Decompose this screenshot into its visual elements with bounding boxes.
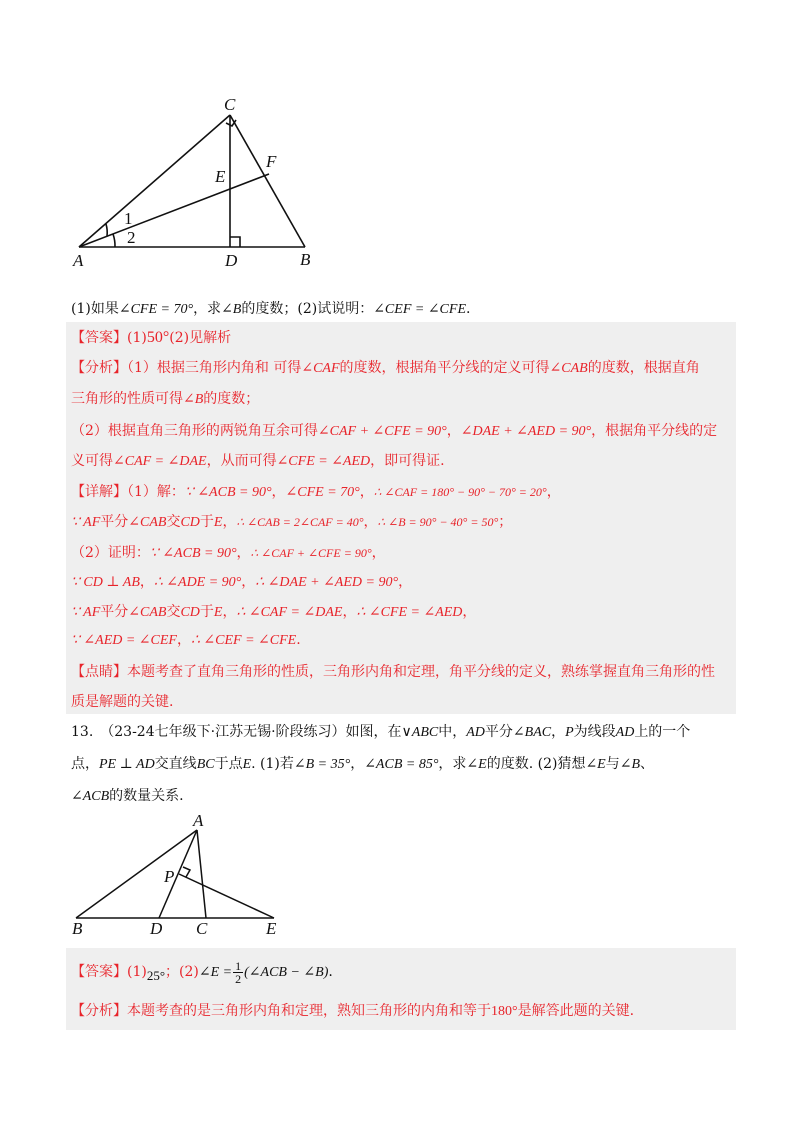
analysis-tag: 【分析】 bbox=[71, 1003, 127, 1019]
text: ，从而可得 bbox=[206, 453, 277, 469]
math: ∵ ∠AED = ∠CEF bbox=[71, 633, 177, 648]
math: ∠CAF = ∠DAE bbox=[113, 454, 207, 469]
math: ∴ ∠CAF = 180° − 90° − 70° = 20° bbox=[373, 485, 547, 499]
q12-detail-line-2 bbox=[71, 512, 731, 533]
text: . bbox=[296, 632, 301, 648]
angle-arc-2 bbox=[113, 234, 115, 247]
text: ， bbox=[446, 423, 461, 439]
segment-PE bbox=[179, 874, 274, 918]
text: ， bbox=[398, 574, 413, 590]
label-A: A bbox=[73, 251, 84, 270]
text: 13. （23-24七年级下·江苏无锡·阶段练习）如图，在 bbox=[71, 724, 402, 740]
label-B: B bbox=[300, 250, 311, 269]
text: ； bbox=[498, 514, 513, 530]
text: ， bbox=[359, 484, 374, 500]
text: ， bbox=[139, 574, 154, 590]
text: （2）根据直角三角形的两锐角互余可得 bbox=[71, 423, 318, 439]
math: P bbox=[565, 725, 574, 740]
text: ， bbox=[241, 574, 256, 590]
text: 本题考查了直角三角形的性质，三角形内角和定理，角平分线的定义，熟练掌握直角三角形的性 bbox=[127, 664, 715, 680]
text: 于点 bbox=[214, 756, 243, 772]
math: ∠CAB bbox=[549, 361, 588, 376]
math: AD bbox=[466, 725, 485, 740]
text: 的度数；(2)试说明： bbox=[241, 301, 374, 317]
label-E: E bbox=[266, 919, 277, 937]
label-D: D bbox=[225, 251, 238, 270]
math: 180° bbox=[491, 1004, 518, 1019]
q12-analysis-line-3 bbox=[71, 421, 731, 442]
label-D: D bbox=[150, 919, 163, 937]
label-C: C bbox=[224, 95, 236, 114]
figure-1-triangle bbox=[60, 90, 340, 270]
math: ∠ACB = 85° bbox=[364, 757, 439, 772]
text: (1) bbox=[127, 330, 147, 346]
math: ∠E = bbox=[198, 965, 233, 980]
text: 、 bbox=[640, 756, 655, 772]
text: . (1)若 bbox=[251, 756, 294, 772]
math: AD bbox=[615, 725, 635, 740]
text: ， bbox=[176, 632, 191, 648]
text: 为线段 bbox=[573, 724, 616, 740]
q13-question-line-1 bbox=[71, 722, 731, 743]
label-C: C bbox=[196, 919, 208, 937]
numerator: 1 bbox=[235, 958, 242, 973]
text: 于 bbox=[199, 514, 214, 530]
text: 义可得 bbox=[71, 453, 113, 469]
text: 中， bbox=[438, 724, 467, 740]
q13-answer bbox=[71, 958, 731, 990]
text: ，求 bbox=[193, 301, 222, 317]
math: ∠CEF = ∠CFE bbox=[373, 302, 466, 317]
math: ∠B = 35° bbox=[293, 757, 351, 772]
text: ，根据角平分线的定 bbox=[591, 423, 718, 439]
math: ∴ ∠CAF = ∠DAE bbox=[236, 605, 343, 620]
text: 平分 bbox=[100, 604, 129, 620]
math: ∠ACB bbox=[71, 789, 110, 804]
math: ∵ AF bbox=[71, 515, 101, 530]
text: (1) bbox=[127, 964, 147, 980]
q12-comment-line-1 bbox=[71, 662, 731, 682]
math: ∠CFE = ∠AED bbox=[276, 454, 371, 469]
text: 上的一个 bbox=[634, 724, 691, 740]
text: ， bbox=[462, 604, 477, 620]
label-angle-1: 1 bbox=[124, 209, 133, 228]
math: ∠CAB bbox=[128, 605, 167, 620]
text: 质是解题的关键. bbox=[71, 694, 174, 710]
answer-tag: 【答案】 bbox=[71, 964, 127, 980]
text: ， bbox=[363, 514, 378, 530]
text: 本题考查的是三角形内角和定理，熟知三角形的内角和等于 bbox=[127, 1003, 491, 1019]
math: E bbox=[213, 515, 223, 530]
text: 与 bbox=[605, 756, 620, 772]
label-angle-2: 2 bbox=[127, 228, 136, 247]
q12-detail-line-1 bbox=[71, 482, 731, 503]
angle-arc-1 bbox=[106, 224, 107, 236]
text: ，即可得证. bbox=[370, 453, 445, 469]
text: ， bbox=[342, 604, 357, 620]
text: ， bbox=[222, 604, 237, 620]
math: E bbox=[213, 605, 223, 620]
label-A: A bbox=[193, 812, 204, 830]
segment-AC bbox=[197, 830, 206, 918]
denominator: 2 bbox=[235, 971, 242, 986]
math: ∴ ∠ADE = 90° bbox=[153, 575, 242, 590]
q12-detail-line-4 bbox=[71, 572, 731, 593]
math: ∠DAE + ∠AED = 90° bbox=[460, 424, 592, 439]
right-angle-mark-C bbox=[226, 120, 236, 126]
figure-2-triangle bbox=[60, 812, 300, 937]
right-angle-mark-D bbox=[230, 237, 240, 247]
q12-analysis-line-4 bbox=[71, 451, 731, 472]
segment-CB bbox=[230, 115, 305, 247]
math: ∠E bbox=[585, 757, 606, 772]
q13-question-line-2 bbox=[71, 754, 731, 775]
text: 交 bbox=[166, 514, 181, 530]
text: 的度数，根据角平分线的定义可得 bbox=[339, 360, 550, 376]
math: ∴ ∠DAE + ∠AED = 90° bbox=[255, 575, 399, 590]
detail-tag: 【详解】 bbox=[71, 484, 127, 500]
q13-question-line-3 bbox=[71, 786, 731, 807]
text: 点， bbox=[71, 756, 99, 772]
math: ∴ ∠CEF = ∠CFE bbox=[190, 633, 297, 648]
q12-question bbox=[71, 299, 731, 320]
text: . bbox=[466, 301, 471, 317]
segment-AC bbox=[79, 115, 230, 247]
q13-analysis bbox=[71, 1001, 731, 1022]
text: 平分 bbox=[484, 724, 513, 740]
math: ∠B bbox=[221, 302, 242, 317]
math: ∠B bbox=[183, 392, 204, 407]
q12-analysis-line-2 bbox=[71, 389, 731, 410]
text: ， bbox=[350, 756, 365, 772]
text: 平分 bbox=[100, 514, 129, 530]
math: ∠CFE = 70° bbox=[285, 485, 360, 500]
text: (1)如果 bbox=[71, 301, 119, 317]
text: ， bbox=[222, 514, 237, 530]
math: ∠CAF + ∠CFE = 90° bbox=[317, 424, 447, 439]
text: ；(2) bbox=[165, 964, 199, 980]
math: ∵ AF bbox=[71, 605, 101, 620]
text: 是解答此题的关键. bbox=[517, 1003, 635, 1019]
text: ， bbox=[271, 484, 286, 500]
math: ∴ ∠B = 90° − 40° = 50° bbox=[377, 515, 499, 529]
text: . bbox=[328, 964, 333, 980]
q12-detail-line-5 bbox=[71, 602, 731, 623]
comment-tag: 【点睛】 bbox=[71, 664, 127, 680]
analysis-tag: 【分析】 bbox=[71, 360, 127, 376]
text: ，求 bbox=[438, 756, 467, 772]
math: CD bbox=[180, 515, 200, 530]
text: ， bbox=[551, 724, 566, 740]
text: 三角形的性质可得 bbox=[71, 391, 183, 407]
label-B: B bbox=[72, 919, 83, 937]
text: 交 bbox=[166, 604, 181, 620]
math: ∴ ∠CAF + ∠CFE = 90° bbox=[250, 546, 372, 560]
text: 的度数. (2)猜想 bbox=[486, 756, 586, 772]
text: （1）解： bbox=[127, 484, 185, 500]
text: （1）根据三角形内角和 可得 bbox=[127, 360, 302, 376]
q12-answer bbox=[71, 328, 731, 348]
segment-AB bbox=[76, 830, 197, 918]
math: ∠B bbox=[619, 757, 641, 772]
math: 25° bbox=[146, 968, 166, 983]
math: 50° bbox=[146, 329, 170, 346]
math: ∵ ∠ACB = 90° bbox=[149, 546, 237, 561]
math: ∠CFE = 70° bbox=[118, 302, 194, 317]
q12-analysis-line-1 bbox=[71, 358, 731, 379]
math: CD bbox=[180, 605, 200, 620]
math: ∴ ∠CAB = 2∠CAF = 40° bbox=[236, 515, 364, 529]
label-P: P bbox=[164, 867, 175, 886]
math: E bbox=[242, 757, 252, 772]
answer-tag: 【答案】 bbox=[71, 330, 127, 346]
math: BC bbox=[196, 757, 215, 772]
q12-detail-line-3 bbox=[71, 543, 731, 564]
math: ∠CAB bbox=[128, 515, 167, 530]
text: 于 bbox=[199, 604, 214, 620]
math: PE ⊥ AD bbox=[99, 757, 155, 772]
math: ∠BAC bbox=[512, 725, 552, 740]
math: ∠E bbox=[466, 757, 487, 772]
text: ， bbox=[371, 545, 386, 561]
text: ， bbox=[236, 545, 251, 561]
math: (∠ACB − ∠B) bbox=[244, 965, 329, 980]
label-F: F bbox=[266, 152, 277, 171]
text: ， bbox=[546, 484, 561, 500]
q12-comment-line-2 bbox=[71, 692, 731, 712]
math: ∠CAF bbox=[301, 361, 340, 376]
text: 的度数，根据直角 bbox=[587, 360, 700, 376]
label-E: E bbox=[215, 167, 226, 186]
math: ∴ ∠CFE = ∠AED bbox=[356, 605, 463, 620]
q12-detail-line-6 bbox=[71, 630, 731, 651]
right-angle-mark-P bbox=[183, 867, 190, 877]
math: ∨ABC bbox=[401, 725, 439, 740]
text: 的数量关系. bbox=[109, 788, 184, 804]
text: (2)见解析 bbox=[169, 330, 232, 346]
fraction-one-half bbox=[233, 960, 243, 985]
text: 交直线 bbox=[154, 756, 197, 772]
math: ∵ ∠ACB = 90° bbox=[184, 485, 272, 500]
math: ∵ CD ⊥ AB bbox=[71, 575, 140, 590]
text: 的度数； bbox=[203, 391, 260, 407]
text: （2）证明： bbox=[71, 545, 150, 561]
